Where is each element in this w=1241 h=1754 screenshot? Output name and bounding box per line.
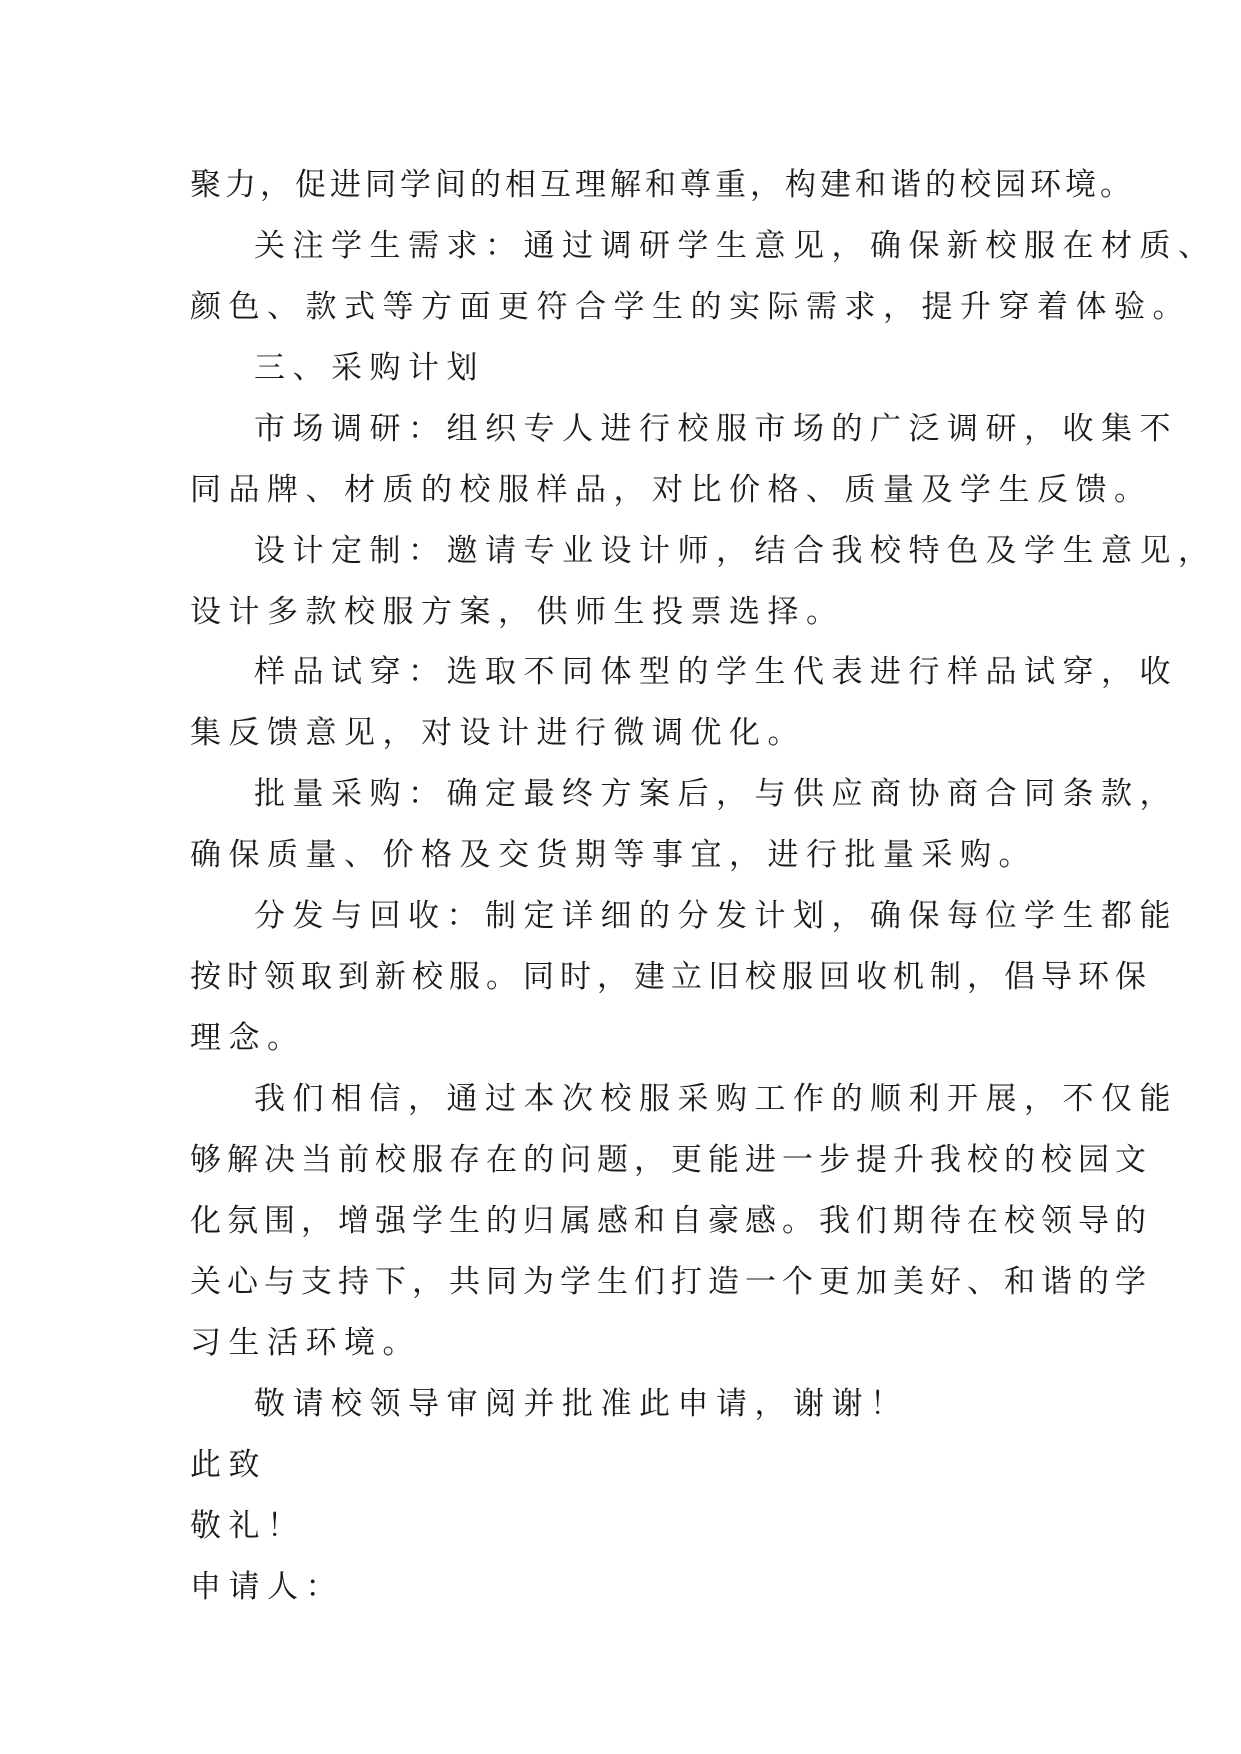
paragraph-line: 化氛围，增强学生的归属感和自豪感。我们期待在校领导的 xyxy=(190,1203,1152,1239)
paragraph-line: 分发与回收：制定详细的分发计划，确保每位学生都能 xyxy=(254,898,1178,934)
paragraph-line: 设计多款校服方案，供师生投票选择。 xyxy=(190,594,845,630)
paragraph-line: 确保质量、价格及交货期等事宜，进行批量采购。 xyxy=(190,837,1037,873)
paragraph-line: 关注学生需求：通过调研学生意见，确保新校服在材质、 xyxy=(254,228,1217,264)
paragraph-line: 敬请校领导审阅并批准此申请，谢谢！ xyxy=(254,1386,909,1422)
paragraph-line: 批量采购：确定最终方案后，与供应商协商合同条款， xyxy=(254,776,1178,812)
paragraph-line: 够解决当前校服存在的问题，更能进一步提升我校的校园文 xyxy=(190,1142,1152,1178)
paragraph-line: 样品试穿：选取不同体型的学生代表进行样品试穿，收 xyxy=(254,654,1178,690)
section-heading: 三、采购计划 xyxy=(254,350,485,386)
applicant-label: 申请人： xyxy=(190,1569,344,1605)
paragraph-line: 聚力，促进同学间的相互理解和尊重，构建和谐的校园环境。 xyxy=(190,167,1135,203)
closing-line: 此致 xyxy=(190,1447,267,1483)
paragraph-line: 颜色、款式等方面更符合学生的实际需求，提升穿着体验。 xyxy=(190,289,1191,325)
paragraph-line: 理念。 xyxy=(190,1020,306,1056)
salutation-line: 敬礼！ xyxy=(190,1508,306,1544)
paragraph-line: 关心与支持下，共同为学生们打造一个更加美好、和谐的学 xyxy=(190,1264,1152,1300)
paragraph-line: 我们相信，通过本次校服采购工作的顺利开展，不仅能 xyxy=(254,1081,1178,1117)
paragraph-line: 同品牌、材质的校服样品，对比价格、质量及学生反馈。 xyxy=(190,472,1153,508)
paragraph-line: 集反馈意见，对设计进行微调优化。 xyxy=(190,715,806,751)
paragraph-line: 设计定制：邀请专业设计师，结合我校特色及学生意见， xyxy=(254,533,1217,569)
paragraph-line: 按时领取到新校服。同时，建立旧校服回收机制，倡导环保 xyxy=(190,959,1152,995)
paragraph-line: 市场调研：组织专人进行校服市场的广泛调研，收集不 xyxy=(254,411,1178,447)
paragraph-line: 习生活环境。 xyxy=(190,1325,421,1361)
